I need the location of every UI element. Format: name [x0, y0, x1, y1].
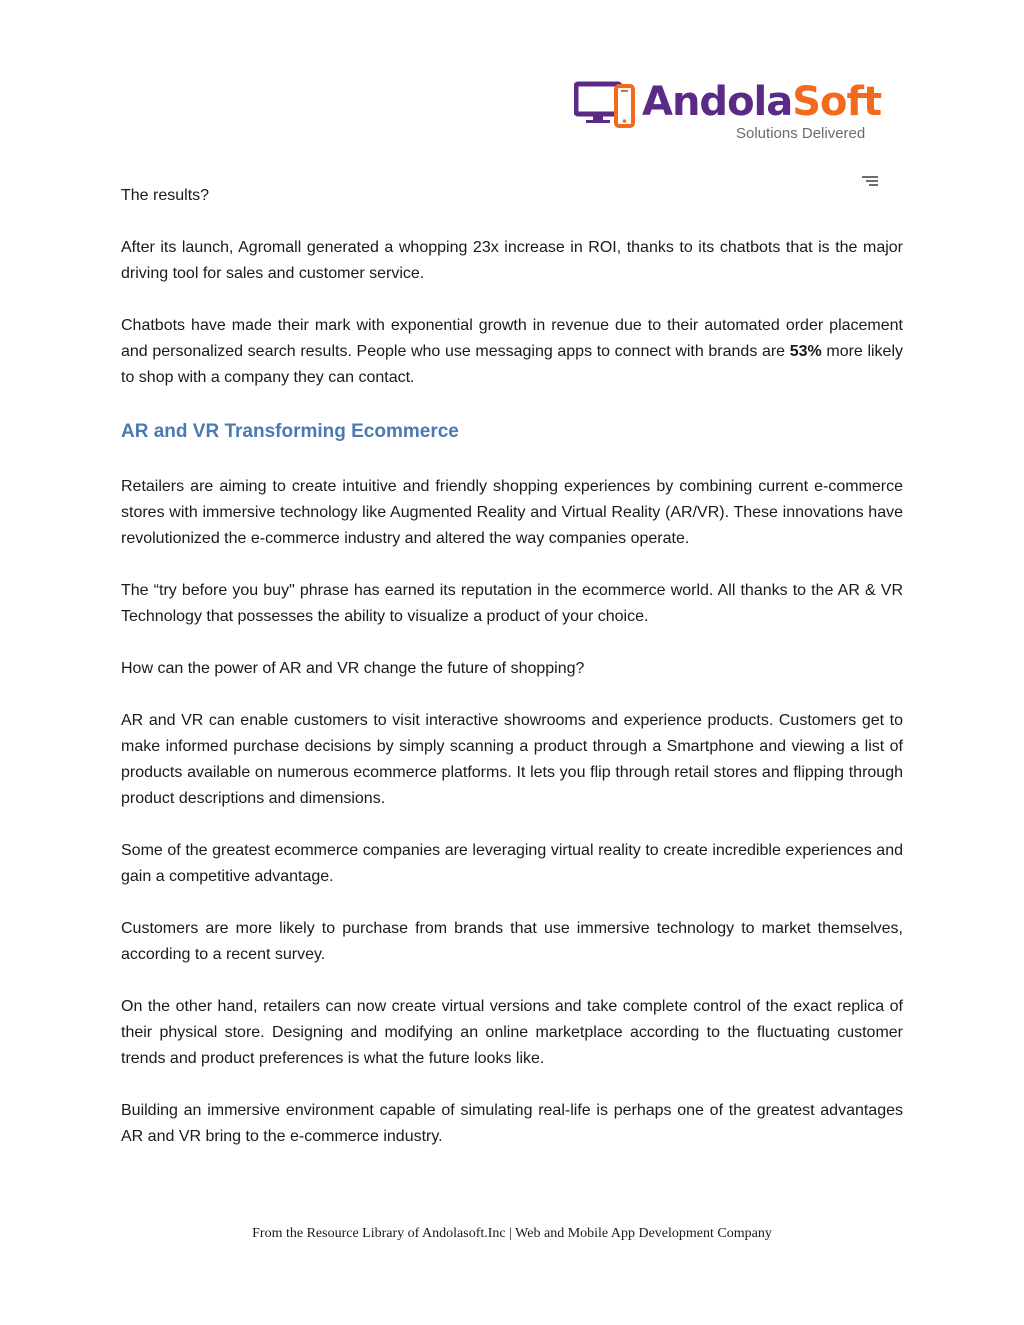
paragraph-how-can: How can the power of AR and VR change the future of shopping? [121, 660, 585, 677]
section-heading: AR and VR Transforming Ecommerce [121, 421, 459, 442]
paragraph-greatest-companies: Some of the greatest ecommerce companies are leveraging virtual reality to create incredible experiences and gain a competitive advantage. [121, 842, 903, 885]
logo-name-part2: Soft [792, 79, 882, 125]
chatbots-text-before: Chatbots have made their mark with exponential growth in revenue due to their automated order placement and personalized search results. People who use messaging apps to connect with brands are [121, 317, 903, 360]
company-logo [574, 78, 884, 150]
document-body [121, 183, 903, 1176]
chatbots-stat-bold: 53% [789, 343, 822, 360]
paragraph-results-question: The results? [121, 187, 210, 204]
logo-tagline [716, 125, 865, 142]
logo-wordmark [642, 78, 881, 126]
paragraph-survey: Customers are more likely to purchase from brands that use immersive technology to market themselves, according to a recent survey. [121, 920, 903, 963]
paragraph-retailers: Retailers are aiming to create intuitive and friendly shopping experiences by combining current e-commerce stores with immersive technology like Augmented Reality and Virtual Reality (AR/VR). These innovations have revolutionized the e-commerce industry and altered the way companies operate. [121, 478, 903, 547]
logo-tagline-text: Solutions Delivered [736, 125, 866, 142]
paragraph-virtual-versions: On the other hand, retailers can now create virtual versions and take complete control of the exact replica of their physical store. Designing and modifying an online marketplace according to the fluctuating customer trends and product preferences is what the future looks like. [121, 998, 903, 1067]
chatbots-text-after: more likely to shop with a company they can contact. [121, 343, 904, 386]
paragraph-showrooms: AR and VR can enable customers to visit interactive showrooms and experience products. Customers get to make informed purchase decisions by simply scanning a product through a Smartphone and viewing a list of products available on numerous ecommerce platforms. It lets you flip through retail stores and flipping through product descriptions and dimensions. [121, 712, 903, 807]
paragraph-immersive-environment: Building an immersive environment capable of simulating real-life is perhaps one of the greatest advantages AR and VR bring to the e-commerce industry. [121, 1102, 903, 1145]
logo-name-part1: Andola [642, 79, 793, 125]
page-footer: From the Resource Library of Andolasoft.Inc | Web and Mobile App Development Company [252, 1226, 772, 1241]
paragraph-chatbots [121, 313, 903, 391]
paragraph-try-before-buy: The “try before you buy" phrase has earned its reputation in the ecommerce world. All thanks to the AR & VR Technology that possesses the ability to visualize a product of your choice. [121, 582, 903, 625]
monitor-phone-icon [574, 78, 640, 130]
paragraph-agromall: After its launch, Agromall generated a whopping 23x increase in ROI, thanks to its chatbots that is the major driving tool for sales and customer service. [121, 239, 903, 282]
